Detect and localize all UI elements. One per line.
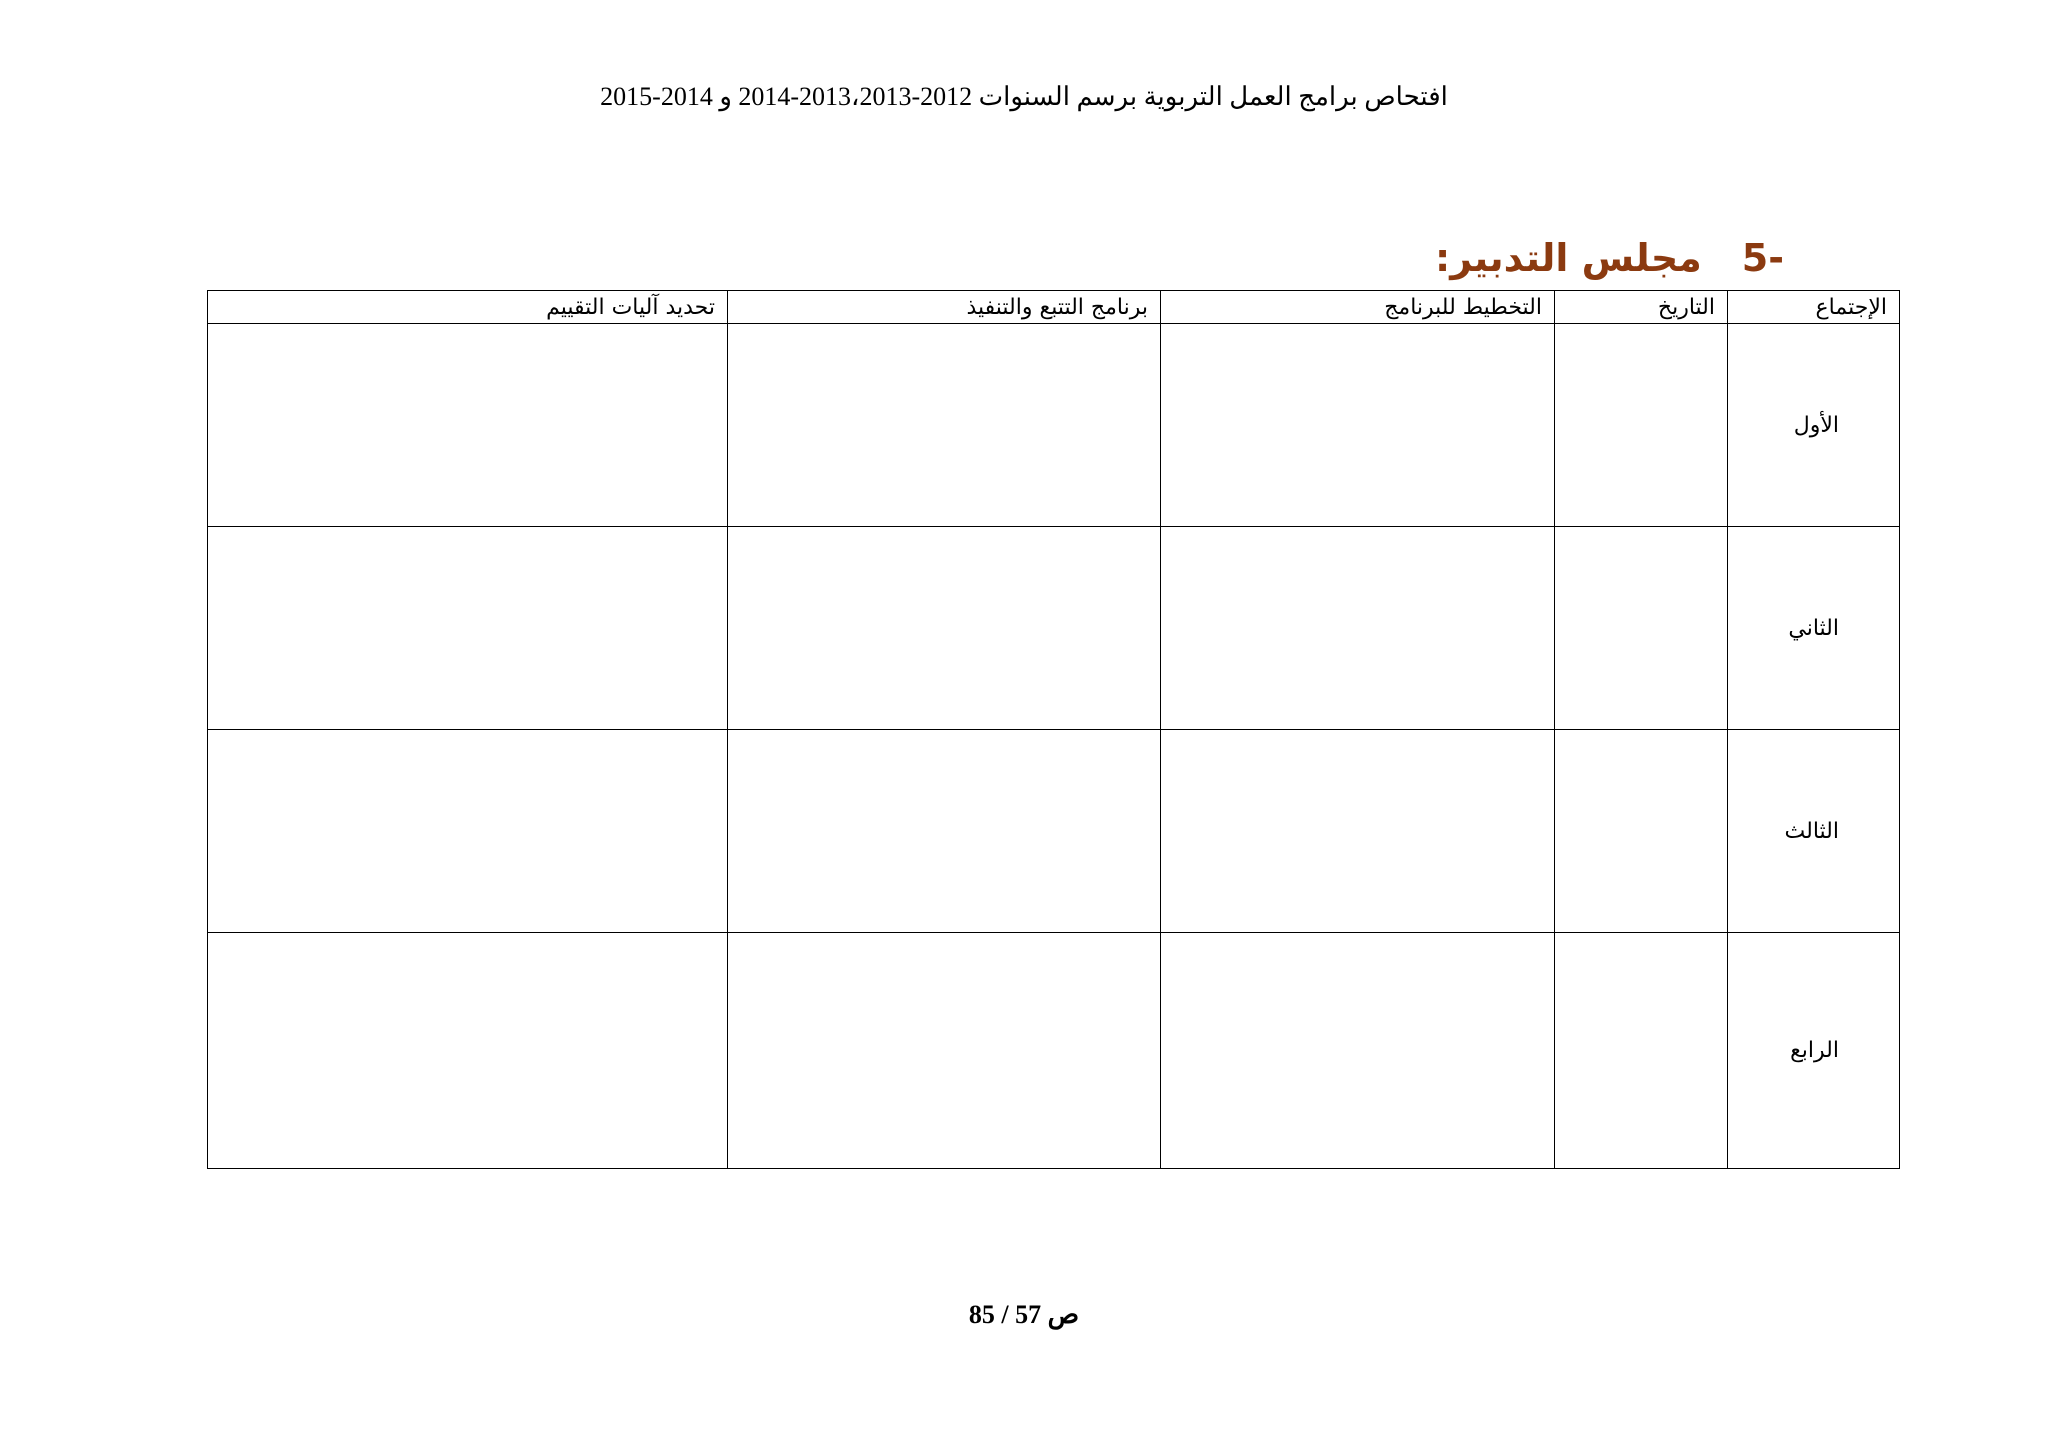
meeting-label: الثالث — [1728, 730, 1900, 933]
evaluation-cell — [208, 730, 728, 933]
column-header-followup: برنامج التتبع والتنفيذ — [728, 291, 1161, 324]
date-cell — [1555, 324, 1728, 527]
table-row — [208, 933, 1900, 1169]
column-header-planning: التخطيط للبرنامج — [1161, 291, 1555, 324]
table-row — [208, 527, 1900, 730]
table-header-row — [208, 291, 1900, 324]
meeting-label: الأول — [1728, 324, 1900, 527]
evaluation-cell — [208, 933, 728, 1169]
followup-cell — [728, 527, 1161, 730]
meetings-table — [207, 290, 1900, 1169]
date-cell — [1555, 730, 1728, 933]
followup-cell — [728, 933, 1161, 1169]
followup-cell — [728, 324, 1161, 527]
page-number: ص 57 / 85 — [968, 1300, 1080, 1329]
date-cell — [1555, 527, 1728, 730]
planning-cell — [1161, 324, 1555, 527]
evaluation-cell — [208, 324, 728, 527]
meeting-label: الثاني — [1728, 527, 1900, 730]
section-title: مجلس التدبير: — [1435, 236, 1702, 280]
planning-cell — [1161, 933, 1555, 1169]
evaluation-cell — [208, 527, 728, 730]
meeting-label: الرابع — [1728, 933, 1900, 1169]
table-row — [208, 324, 1900, 527]
column-header-evaluation: تحديد آليات التقييم — [208, 291, 728, 324]
table-row — [208, 730, 1900, 933]
date-cell — [1555, 933, 1728, 1169]
followup-cell — [728, 730, 1161, 933]
planning-cell — [1161, 527, 1555, 730]
column-header-meeting: الإجتماع — [1728, 291, 1900, 324]
page-header: افتحاص برامج العمل التربوية برسم السنوات 2012-2013،2013-2014 و 2014-2015 — [600, 82, 1448, 111]
section-heading — [1435, 236, 1784, 280]
planning-cell — [1161, 730, 1555, 933]
section-number: -5 — [1741, 236, 1784, 280]
column-header-date: التاريخ — [1555, 291, 1728, 324]
